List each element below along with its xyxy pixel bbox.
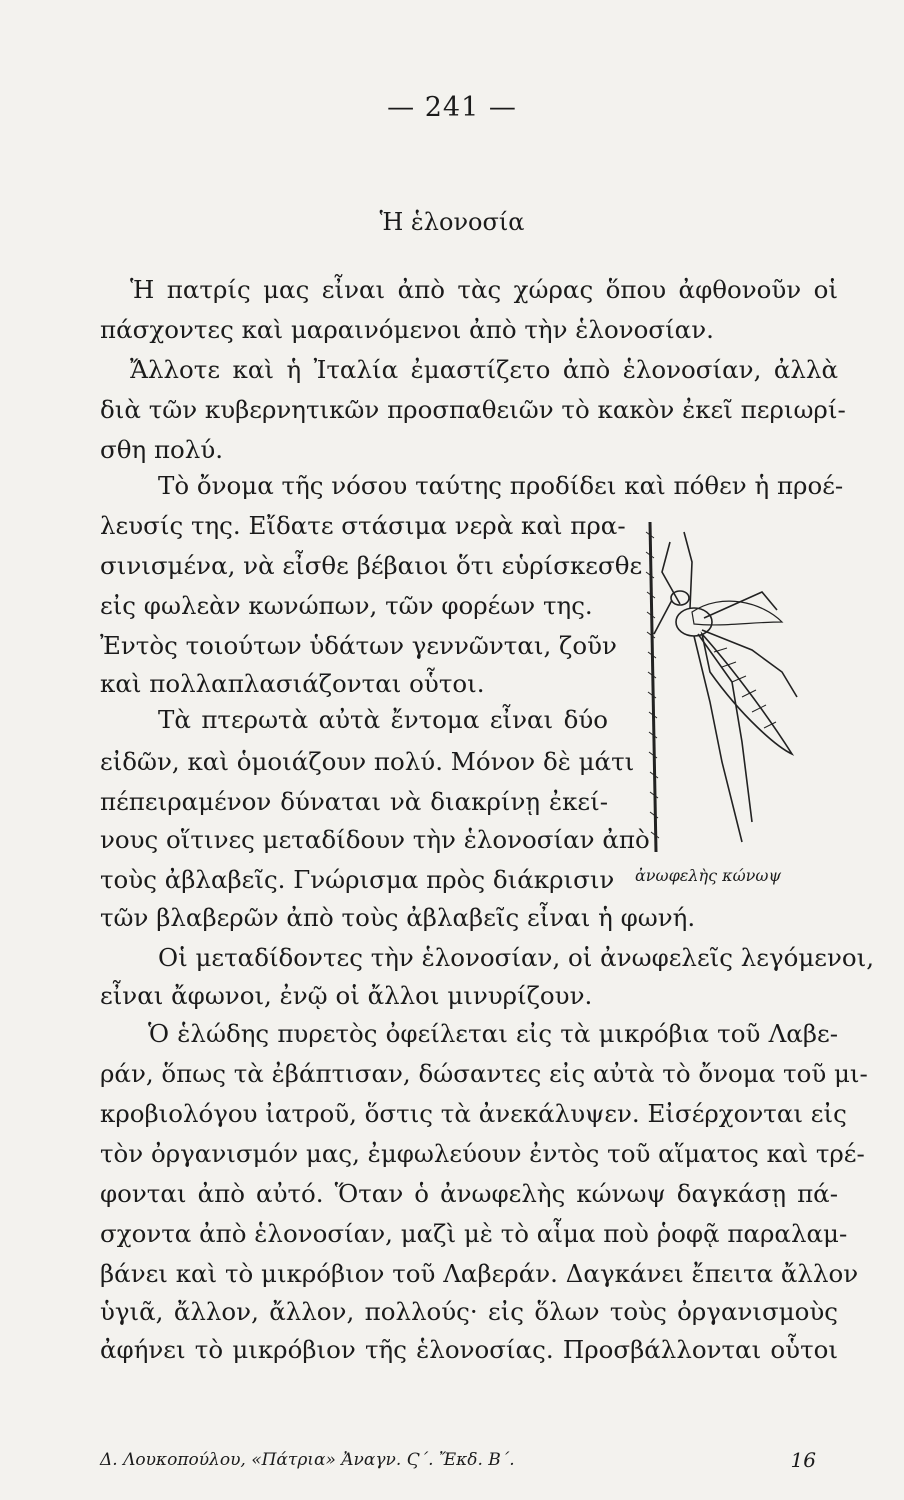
- text-line: λευσίς της. Εἴδατε στάσιμα νερὰ καὶ πρα-: [100, 511, 626, 540]
- text-line: Ὁ ἑλώδης πυρετὸς ὀφείλεται εἰς τὰ μικρόβια τοῦ Λαβε-: [148, 1019, 838, 1048]
- text-line: νους οἵτινες μεταδίδουν τὴν ἑλονοσίαν ἀπὸ: [100, 825, 650, 854]
- text-line: Τὸ ὄνομα τῆς νόσου ταύτης προδίδει καὶ πόθεν ἡ προέ-: [158, 471, 844, 500]
- text-line: τοὺς ἀβλαβεῖς. Γνώρισμα πρὸς διάκρισιν: [100, 865, 615, 894]
- mosquito-icon: [632, 522, 812, 852]
- mosquito-illustration: [632, 522, 812, 852]
- text-line: εἰδῶν, καὶ ὁμοιάζουν πολύ. Μόνον δὲ μάτι: [100, 747, 635, 776]
- figure-caption: ἀνωφελὴς κώνωψ: [635, 866, 781, 885]
- text-line: εἶναι ἄφωνοι, ἐνῷ οἱ ἄλλοι μινυρίζουν.: [100, 981, 593, 1010]
- text-line: ἀφήνει τὸ μικρόβιον τῆς ἑλονοσίας. Προσβάλλονται οὗτοι: [100, 1335, 838, 1364]
- text-line: Οἱ μεταδίδοντες τὴν ἑλονοσίαν, οἱ ἀνωφελεῖς λεγόμενοι,: [158, 943, 875, 972]
- text-line: Ἐντὸς τοιούτων ὑδάτων γεννῶνται, ζοῦν: [100, 631, 617, 660]
- page-number: — 241 —: [387, 92, 517, 123]
- text-line: Ἡ πατρίς μας εἶναι ἀπὸ τὰς χώρας ὅπου ἀφθονοῦν οἱ: [130, 275, 838, 304]
- text-line: κροβιολόγου ἰατροῦ, ὅστις τὰ ἀνεκάλυψεν. Εἰσέρχονται εἰς: [100, 1099, 847, 1128]
- text-line: Ἄλλοτε καὶ ἡ Ἰταλία ἐμαστίζετο ἀπὸ ἑλονοσίαν, ἀλλὰ: [130, 355, 838, 384]
- footer-citation: Δ. Λουκοπούλου, «Πάτρια» Ἀναγν. Ϛ΄. Ἔκδ. Β΄.: [100, 1450, 515, 1470]
- text-line: διὰ τῶν κυβερνητικῶν προσπαθειῶν τὸ κακὸν ἐκεῖ περιωρί-: [100, 395, 846, 424]
- text-line: φονται ἀπὸ αὐτό. Ὅταν ὁ ἀνωφελὴς κώνωψ δαγκάσῃ πά-: [100, 1179, 838, 1208]
- text-line: ὑγιᾶ, ἄλλον, ἄλλον, πολλούς· εἰς ὅλων τοὺς ὀργανισμοὺς: [100, 1297, 838, 1326]
- chapter-title: Ἡ ἑλονοσία: [379, 208, 525, 236]
- text-line: σινισμένα, νὰ εἶσθε βέβαιοι ὅτι εὑρίσκεσθε: [100, 551, 643, 580]
- text-line: καὶ πολλαπλασιάζονται οὗτοι.: [100, 669, 485, 698]
- text-line: εἰς φωλεὰν κωνώπων, τῶν φορέων της.: [100, 591, 593, 620]
- text-line: βάνει καὶ τὸ μικρόβιον τοῦ Λαβεράν. Δαγκάνει ἔπειτα ἄλλον: [100, 1259, 859, 1288]
- text-line: σχοντα ἀπὸ ἑλονοσίαν, μαζὶ μὲ τὸ αἷμα ποὺ ῥοφᾷ παραλαμ-: [100, 1219, 848, 1248]
- text-line: τὸν ὀργανισμόν μας, ἐμφωλεύουν ἐντὸς τοῦ αἵματος καὶ τρέ-: [100, 1139, 865, 1168]
- text-line: τῶν βλαβερῶν ἀπὸ τοὺς ἀβλαβεῖς εἶναι ἡ φωνή.: [100, 903, 696, 932]
- text-line: σθη πολύ.: [100, 435, 224, 464]
- text-line: Τὰ πτερωτὰ αὐτὰ ἔντομα εἶναι δύο: [158, 705, 608, 734]
- text-line: πάσχοντες καὶ μαραινόμενοι ἀπὸ τὴν ἑλονοσίαν.: [100, 315, 714, 344]
- signature-number: 16: [790, 1448, 816, 1472]
- footer: [100, 1450, 838, 1470]
- text-line: ράν, ὅπως τὰ ἐβάπτισαν, δώσαντες εἰς αὐτὰ τὸ ὄνομα τοῦ μι-: [100, 1059, 868, 1088]
- text-line: πέπειραμένον δύναται νὰ διακρίνῃ ἐκεί-: [100, 787, 608, 816]
